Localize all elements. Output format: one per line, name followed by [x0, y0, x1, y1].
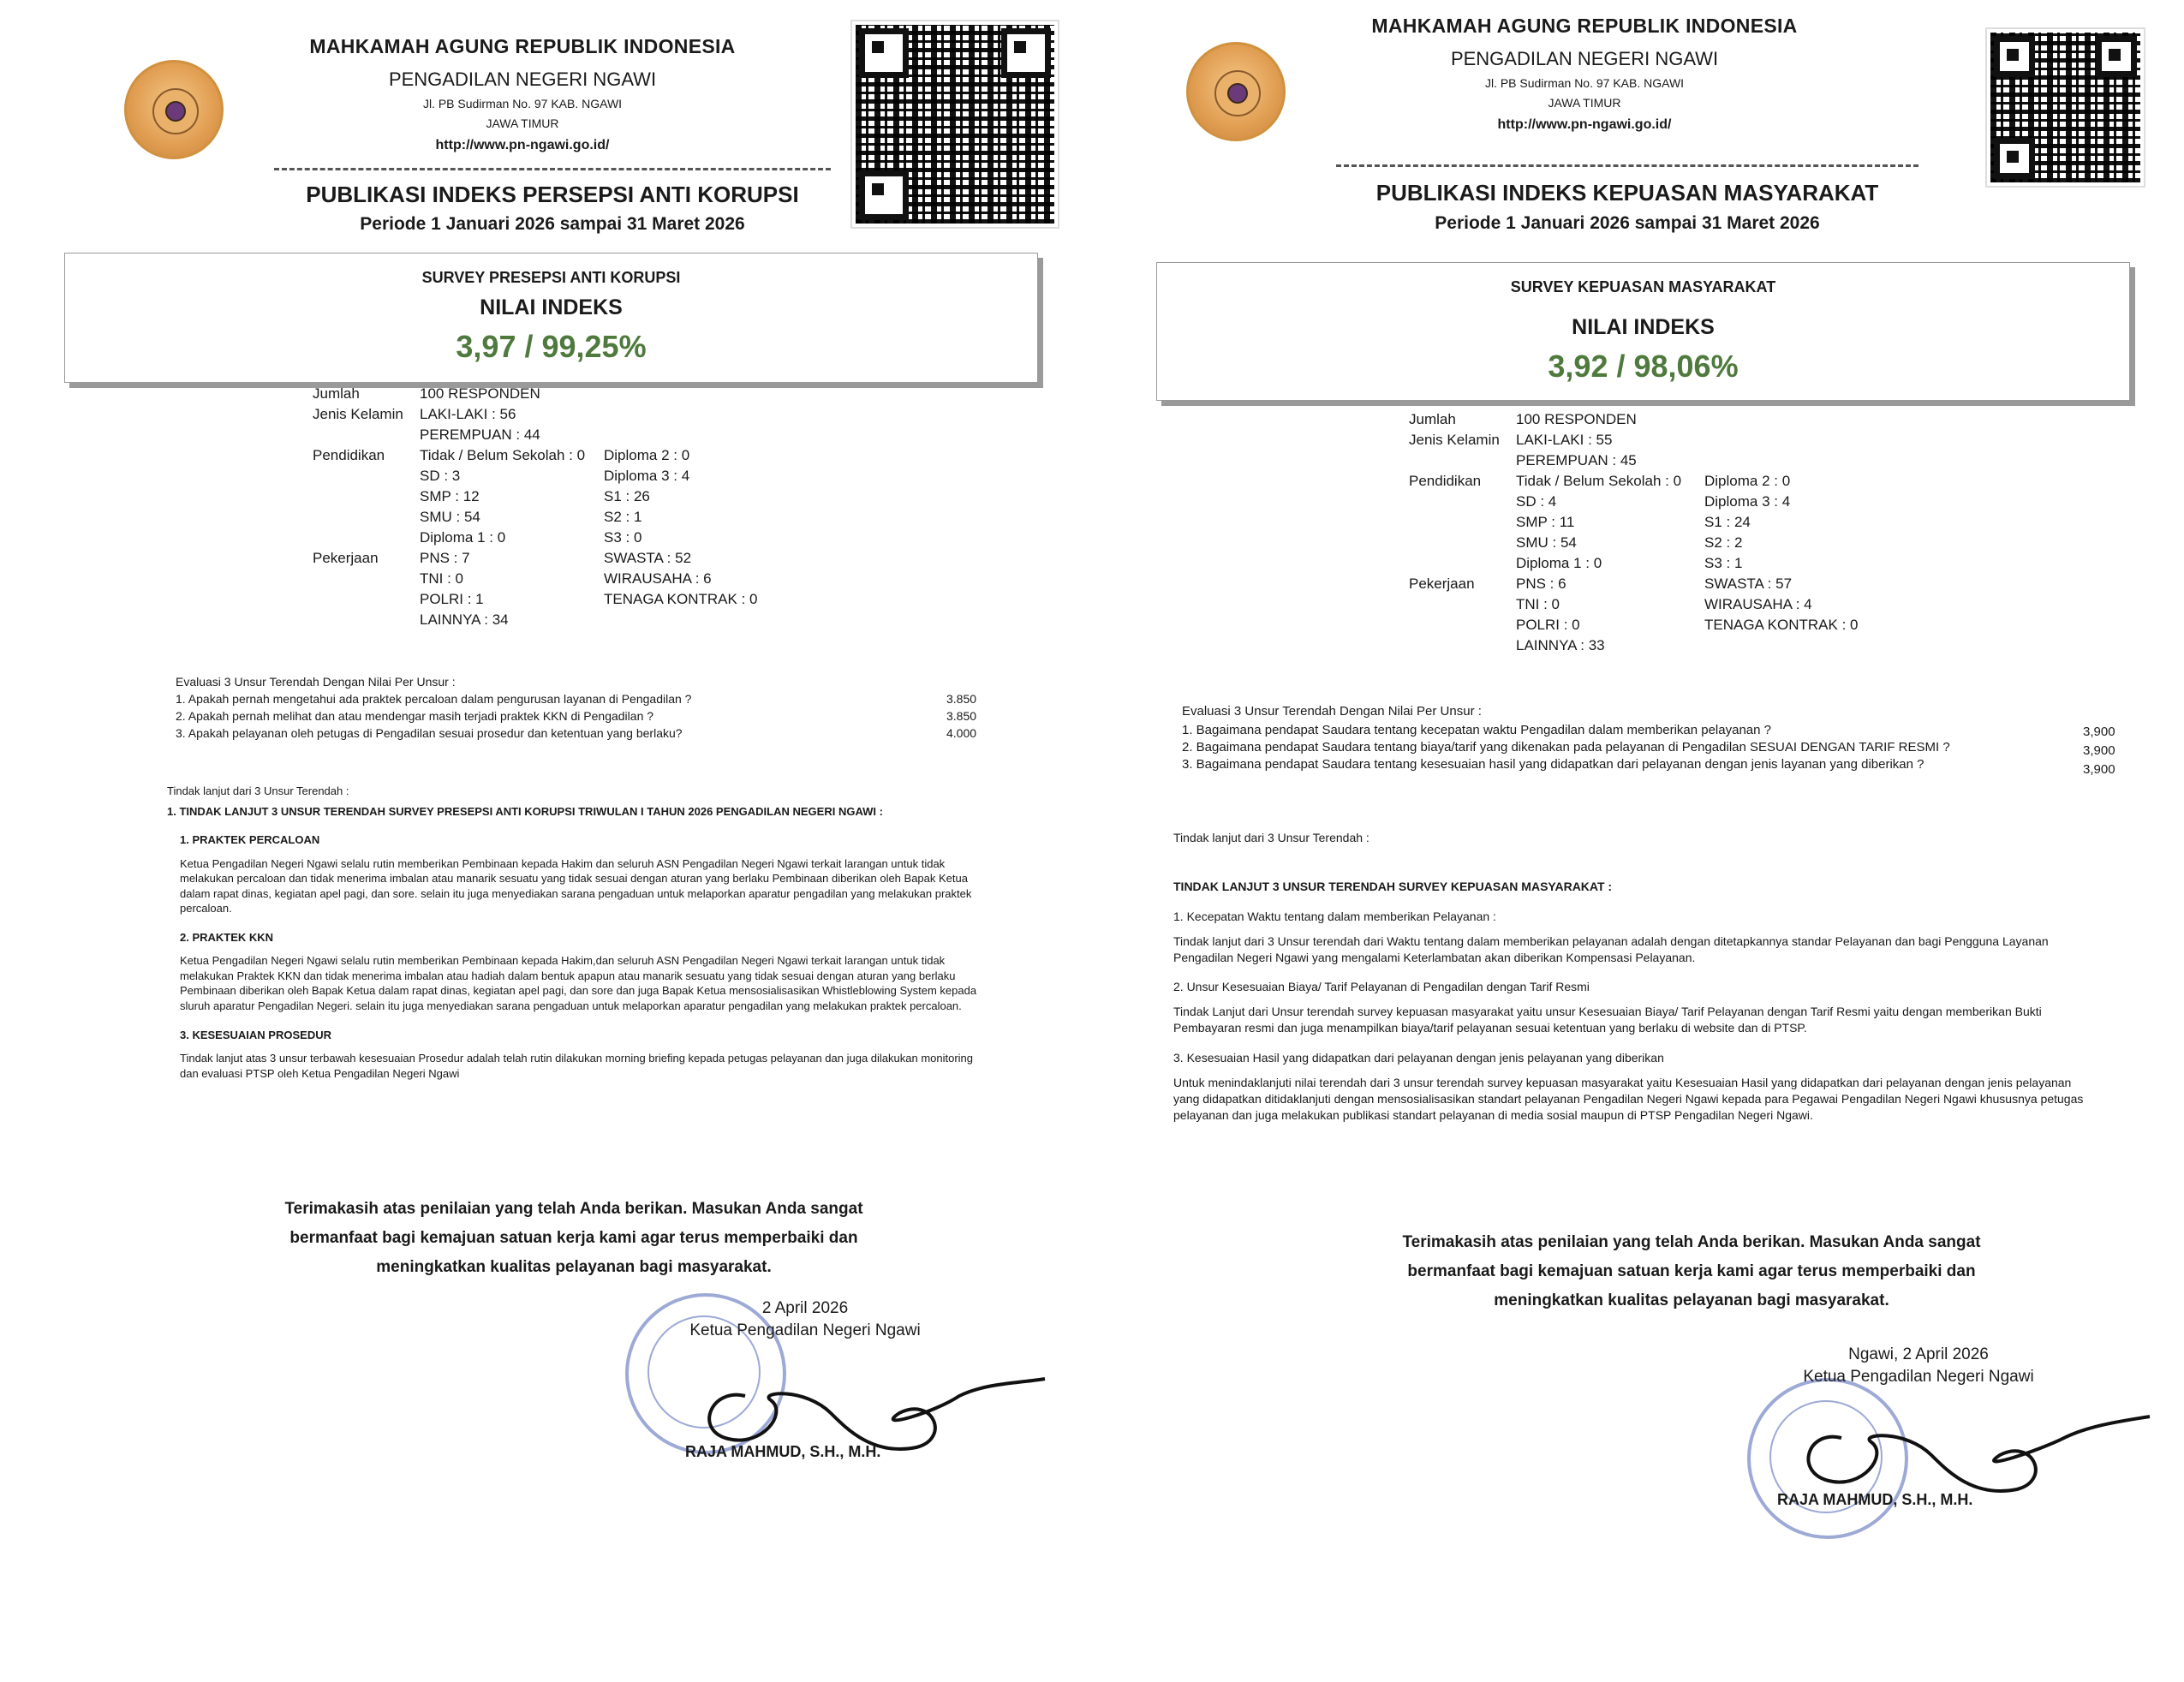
- thank-you-note: [1349, 1228, 2034, 1316]
- follow-up-title: 1. PRAKTEK PERCALOAN: [180, 833, 320, 847]
- occupation-item: WIRAUSAHA : 4: [1704, 596, 1812, 612]
- thank-you-line: Terimakasih atas penilaian yang telah Anda berikan. Masukan Anda sangat: [1402, 1233, 1981, 1251]
- evaluation-score: 3.850: [946, 692, 977, 706]
- follow-up-text: Tindak Lanjut dari Unsur terendah survey kepuasan masyarakat yaitu unsur Kesesuaian Biaya/ Tarif Pelayanan dengan Tarif Resmi yaitu dengan memberikan Bukti Pembayaran resmi dan juga menampilkan biaya/tarif pelayanan sesuai ketentuan yang berlaku di website dan di PTSP.: [1173, 1005, 2042, 1035]
- evaluation-score: 4.000: [946, 726, 977, 740]
- address: Jl. PB Sudirman No. 97 KAB. NGAWI: [1484, 76, 1685, 91]
- thank-you-line: meningkatkan kualitas pelayanan bagi masyarakat.: [1494, 1291, 1889, 1310]
- education-item: S2 : 2: [1704, 534, 1743, 551]
- follow-up-title: 2. Unsur Kesesuaian Biaya/ Tarif Pelayanan di Pengadilan dengan Tarif Resmi: [1173, 980, 1590, 994]
- evaluation-question: 1. Apakah pernah mengetahui ada praktek percaloan dalam pengurusan layanan di Pengadilan ?: [176, 692, 692, 706]
- evaluation-section: [1182, 704, 2167, 781]
- occupation-item: PNS : 7: [420, 550, 470, 566]
- occupation-item: SWASTA : 57: [1704, 576, 1793, 592]
- index-value: 3,92 / 98,06%: [1548, 349, 1739, 384]
- follow-up-text: Ketua Pengadilan Negeri Ngawi selalu rutin memberikan Pembinaan kepada Hakim dan seluruh ASN Pengadilan Negeri Ngawi terkait larangan untuk tidak melakukan percaloan dan tidak menerima imbalan atau manarik sesuatu yang tidak sesuai dengan aturan yang berlaku Pembinaan diberikan oleh Bapak Ketua dalam rapat dinas, kegiatan apel pagi, dan sore. selain itu juga menyediakan sarana pengaduan untuk melaporkan aparatur pengadilan yang melakukan praktek percaloan.: [180, 856, 972, 916]
- education-item: Tidak / Belum Sekolah : 0: [1516, 473, 1682, 489]
- evaluation-question: 3. Bagaimana pendapat Saudara tentang kesesuaian hasil yang didapatkan dari pelayanan dengan jenis layanan yang diberikan ?: [1182, 757, 1924, 772]
- court-name: MAHKAMAH AGUNG REPUBLIK INDONESIA: [1371, 15, 1798, 37]
- occupation-item: SWASTA : 52: [604, 550, 692, 566]
- evaluation-score: 3,900: [2083, 743, 2115, 758]
- thank-you-line: bermanfaat bagi kemajuan satuan kerja kami agar terus memperbaiki dan: [289, 1229, 858, 1248]
- pn-name: PENGADILAN NEGERI NGAWI: [1450, 48, 1719, 70]
- follow-up-intro: Tindak lanjut dari 3 Unsur Terendah :: [167, 784, 349, 797]
- gender-male: LAKI-LAKI : 56: [420, 406, 516, 422]
- gender-male: LAKI-LAKI : 55: [1516, 432, 1613, 448]
- thank-you-line: meningkatkan kualitas pelayanan bagi masyarakat.: [376, 1258, 772, 1277]
- occupation-label: Pekerjaan: [1409, 576, 1475, 592]
- province: JAWA TIMUR: [486, 116, 559, 130]
- sign-position: Ketua Pengadilan Negeri Ngawi: [689, 1321, 921, 1339]
- gender-female: PEREMPUAN : 45: [1516, 452, 1637, 468]
- occupation-item: TNI : 0: [420, 570, 464, 587]
- follow-up-title: 2. PRAKTEK KKN: [180, 930, 274, 944]
- jumlah-label: Jumlah: [1409, 411, 1456, 427]
- evaluation-score: 3.850: [946, 709, 977, 723]
- evaluation-score: 3,900: [2083, 725, 2115, 739]
- thank-you-line: Terimakasih atas penilaian yang telah Anda berikan. Masukan Anda sangat: [284, 1200, 863, 1218]
- jumlah-value: 100 RESPONDEN: [1516, 411, 1637, 427]
- signer-name: RAJA MAHMUD, S.H., M.H.: [685, 1443, 881, 1460]
- sign-date: 2 April 2026: [761, 1299, 849, 1317]
- follow-up-section: [1173, 830, 2098, 1124]
- occupation-item: TENAGA KONTRAK : 0: [1704, 617, 1859, 633]
- education-label: Pendidikan: [1409, 473, 1482, 489]
- education-item: Diploma 1 : 0: [1516, 555, 1602, 571]
- sign-position: Ketua Pengadilan Negeri Ngawi: [1803, 1367, 2034, 1386]
- survey-name: SURVEY PRESEPSI ANTI KORUPSI: [421, 269, 681, 286]
- education-item: SMU : 54: [1516, 534, 1577, 551]
- qr-code-icon: [1987, 29, 2144, 186]
- respondent-demographics: [313, 385, 826, 634]
- follow-up-section: [167, 784, 994, 1081]
- website-url: http://www.pn-ngawi.go.id/: [435, 137, 610, 152]
- pn-name: PENGADILAN NEGERI NGAWI: [388, 69, 657, 91]
- occupation-item: WIRAUSAHA : 6: [604, 570, 712, 587]
- document-anti-korupsi: [17, 0, 1088, 1670]
- evaluation-question: 1. Bagaimana pendapat Saudara tentang kecepatan waktu Pengadilan dalam memberikan pelayanan ?: [1182, 723, 1771, 737]
- education-item: S1 : 24: [1704, 514, 1751, 530]
- gender-label: Jenis Kelamin: [313, 406, 403, 422]
- education-item: Diploma 3 : 4: [604, 468, 690, 484]
- evaluation-heading: Evaluasi 3 Unsur Terendah Dengan Nilai Per Unsur :: [1182, 704, 1482, 719]
- education-item: Tidak / Belum Sekolah : 0: [420, 447, 586, 463]
- follow-up-intro: Tindak lanjut dari 3 Unsur Terendah :: [1173, 831, 1369, 844]
- respondent-demographics: [1409, 411, 1923, 668]
- follow-up-text: Untuk menindaklanjuti nilai terendah dari 3 unsur terendah survey kepuasan masyarakat yaitu Kesesuaian Hasil yang didapatkan dari pelayanan dengan jenis pelayanan yang didapatkan ditidaklanjuti dengan mensosialisasikan standart pelayanan Pengadilan Negeri Ngawi kepada para Pegawai Pengadilan Negeri Ngawi khususnya petugas pelayanan dan juga melakukan publikasi standart pelayanan di media sosial maupun di PTSP Pengadilan Negeri Ngawi.: [1173, 1076, 2084, 1122]
- court-name: MAHKAMAH AGUNG REPUBLIK INDONESIA: [309, 35, 736, 57]
- follow-up-main-heading: TINDAK LANJUT 3 UNSUR TERENDAH SURVEY KEPUASAN MASYARAKAT :: [1173, 879, 1613, 893]
- occupation-label: Pekerjaan: [313, 550, 379, 566]
- sign-date: Ngawi, 2 April 2026: [1848, 1345, 1989, 1363]
- evaluation-question: 2. Apakah pernah melihat dan atau mendengar masih terjadi praktek KKN di Pengadilan ?: [176, 709, 654, 723]
- follow-up-title: 1. Kecepatan Waktu tentang dalam memberikan Pelayanan :: [1173, 909, 1496, 923]
- occupation-item: PNS : 6: [1516, 576, 1566, 592]
- follow-up-main-heading: 1. TINDAK LANJUT 3 UNSUR TERENDAH SURVEY PRESEPSI ANTI KORUPSI TRIWULAN I TAHUN 2026 PENGADILAN NEGERI NGAWI :: [167, 804, 883, 818]
- follow-up-text: Tindak lanjut dari 3 Unsur terendah dari Waktu tentang dalam memberikan pelayanan adalah dengan ditetapkannya standar Pelayanan dan bagi Pengguna Layanan Pengadilan Negeri Ngawi yang mengalami Keterlambatan akan diberikan Kompensasi Pelayanan.: [1173, 933, 2049, 964]
- follow-up-text: Tindak lanjut atas 3 unsur terbawah kesesuaian Prosedur adalah telah rutin dilakukan morning briefing kepada petugas pelayanan dan juga dilakukan monitoring dan evaluasi PTSP oleh Ketua Pengadilan Negeri Ngawi: [180, 1052, 974, 1080]
- gender-label: Jenis Kelamin: [1409, 432, 1500, 448]
- follow-up-title: 3. Kesesuaian Hasil yang didapatkan dari pelayanan dengan jenis pelayanan yang diberikan: [1173, 1051, 1664, 1065]
- evaluation-score: 3,900: [2083, 762, 2115, 777]
- publication-title: PUBLIKASI INDEKS PERSEPSI ANTI KORUPSI: [306, 182, 799, 207]
- occupation-item: POLRI : 1: [420, 591, 484, 607]
- letterhead: [1340, 12, 1829, 134]
- education-item: Diploma 1 : 0: [420, 529, 506, 546]
- qr-code-icon: [852, 21, 1058, 227]
- thank-you-note: [231, 1195, 916, 1283]
- education-item: S3 : 0: [604, 529, 642, 546]
- occupation-item: TENAGA KONTRAK : 0: [604, 591, 758, 607]
- website-url: http://www.pn-ngawi.go.id/: [1497, 116, 1672, 132]
- occupation-item: LAINNYA : 34: [420, 611, 509, 628]
- province: JAWA TIMUR: [1548, 95, 1621, 110]
- education-item: SD : 4: [1516, 493, 1557, 510]
- letterhead: [283, 33, 762, 155]
- education-item: Diploma 3 : 4: [1704, 493, 1791, 510]
- evaluation-section: [176, 675, 998, 752]
- education-item: SMP : 12: [420, 488, 480, 504]
- evaluation-heading: Evaluasi 3 Unsur Terendah Dengan Nilai Per Unsur :: [176, 675, 456, 689]
- signer-name: RAJA MAHMUD, S.H., M.H.: [1777, 1491, 1973, 1508]
- handwritten-signature: [677, 1362, 1053, 1490]
- evaluation-question: 3. Apakah pelayanan oleh petugas di Pengadilan sesuai prosedur dan ketentuan yang berlaku?: [176, 726, 683, 740]
- education-item: S2 : 1: [604, 509, 642, 525]
- index-label: NILAI INDEKS: [480, 295, 623, 319]
- document-kepuasan-masyarakat: [1113, 12, 2184, 1682]
- jumlah-value: 100 RESPONDEN: [420, 385, 540, 402]
- index-value: 3,97 / 99,25%: [456, 329, 647, 364]
- occupation-item: TNI : 0: [1516, 596, 1560, 612]
- signature-block: [1747, 1344, 2090, 1387]
- survey-name: SURVEY KEPUASAN MASYARAKAT: [1510, 278, 1776, 295]
- index-box: [64, 253, 1038, 383]
- education-item: S3 : 1: [1704, 555, 1743, 571]
- index-label: NILAI INDEKS: [1572, 315, 1715, 339]
- education-item: Diploma 2 : 0: [1704, 473, 1791, 489]
- gender-female: PEREMPUAN : 44: [420, 426, 540, 443]
- follow-up-text: Ketua Pengadilan Negeri Ngawi selalu rutin memberikan Pembinaan kepada Hakim,dan seluruh ASN Pengadilan Negeri Ngawi terkait larangan untuk tidak melakukan Praktek KKN dan tidak menerima imbalan atau hadiah dalam bentuk apapun atau manarik sesuatu yang tidak sesuai dengan aturan yang berlaku Pembinaan diberikan oleh Bapak Ketua dalam rapat dinas, kegiatan apel pagi, dan sore dan juga Bapak Ketua mensosialisasikan Whistleblowing System kepada sluruh aparatur Pengadilan Negeri. selain itu juga menyediakan sarana pengaduan untuk melaporkan aparatur pengadilan yang melakukan praktek percaloan.: [180, 954, 977, 1013]
- publication-title: PUBLIKASI INDEKS KEPUASAN MASYARAKAT: [1375, 180, 1879, 206]
- signature-block: [651, 1297, 959, 1341]
- education-item: SMU : 54: [420, 509, 480, 525]
- publication-period: Periode 1 Januari 2026 sampai 31 Maret 2026: [1435, 213, 1820, 233]
- publication-period: Periode 1 Januari 2026 sampai 31 Maret 2026: [360, 214, 745, 234]
- education-item: Diploma 2 : 0: [604, 447, 690, 463]
- occupation-item: LAINNYA : 33: [1516, 637, 1605, 653]
- education-label: Pendidikan: [313, 447, 385, 463]
- education-item: SMP : 11: [1516, 514, 1575, 530]
- thank-you-line: bermanfaat bagi kemajuan satuan kerja kami agar terus memperbaiki dan: [1407, 1262, 1976, 1281]
- address: Jl. PB Sudirman No. 97 KAB. NGAWI: [422, 97, 623, 111]
- follow-up-title: 3. KESESUAIAN PROSEDUR: [180, 1028, 331, 1041]
- education-item: SD : 3: [420, 468, 461, 484]
- education-item: S1 : 26: [604, 488, 650, 504]
- divider: [1336, 164, 1918, 167]
- divider: [274, 168, 831, 170]
- jumlah-label: Jumlah: [313, 385, 360, 402]
- court-seal-logo: [1186, 42, 1286, 141]
- occupation-item: POLRI : 0: [1516, 617, 1580, 633]
- evaluation-question: 2. Bagaimana pendapat Saudara tentang biaya/tarif yang dikenakan pada pelayanan di Pengadilan SESUAI DENGAN TARIF RESMI ?: [1182, 740, 1950, 755]
- court-seal-logo: [124, 60, 224, 159]
- index-box: [1156, 262, 2130, 401]
